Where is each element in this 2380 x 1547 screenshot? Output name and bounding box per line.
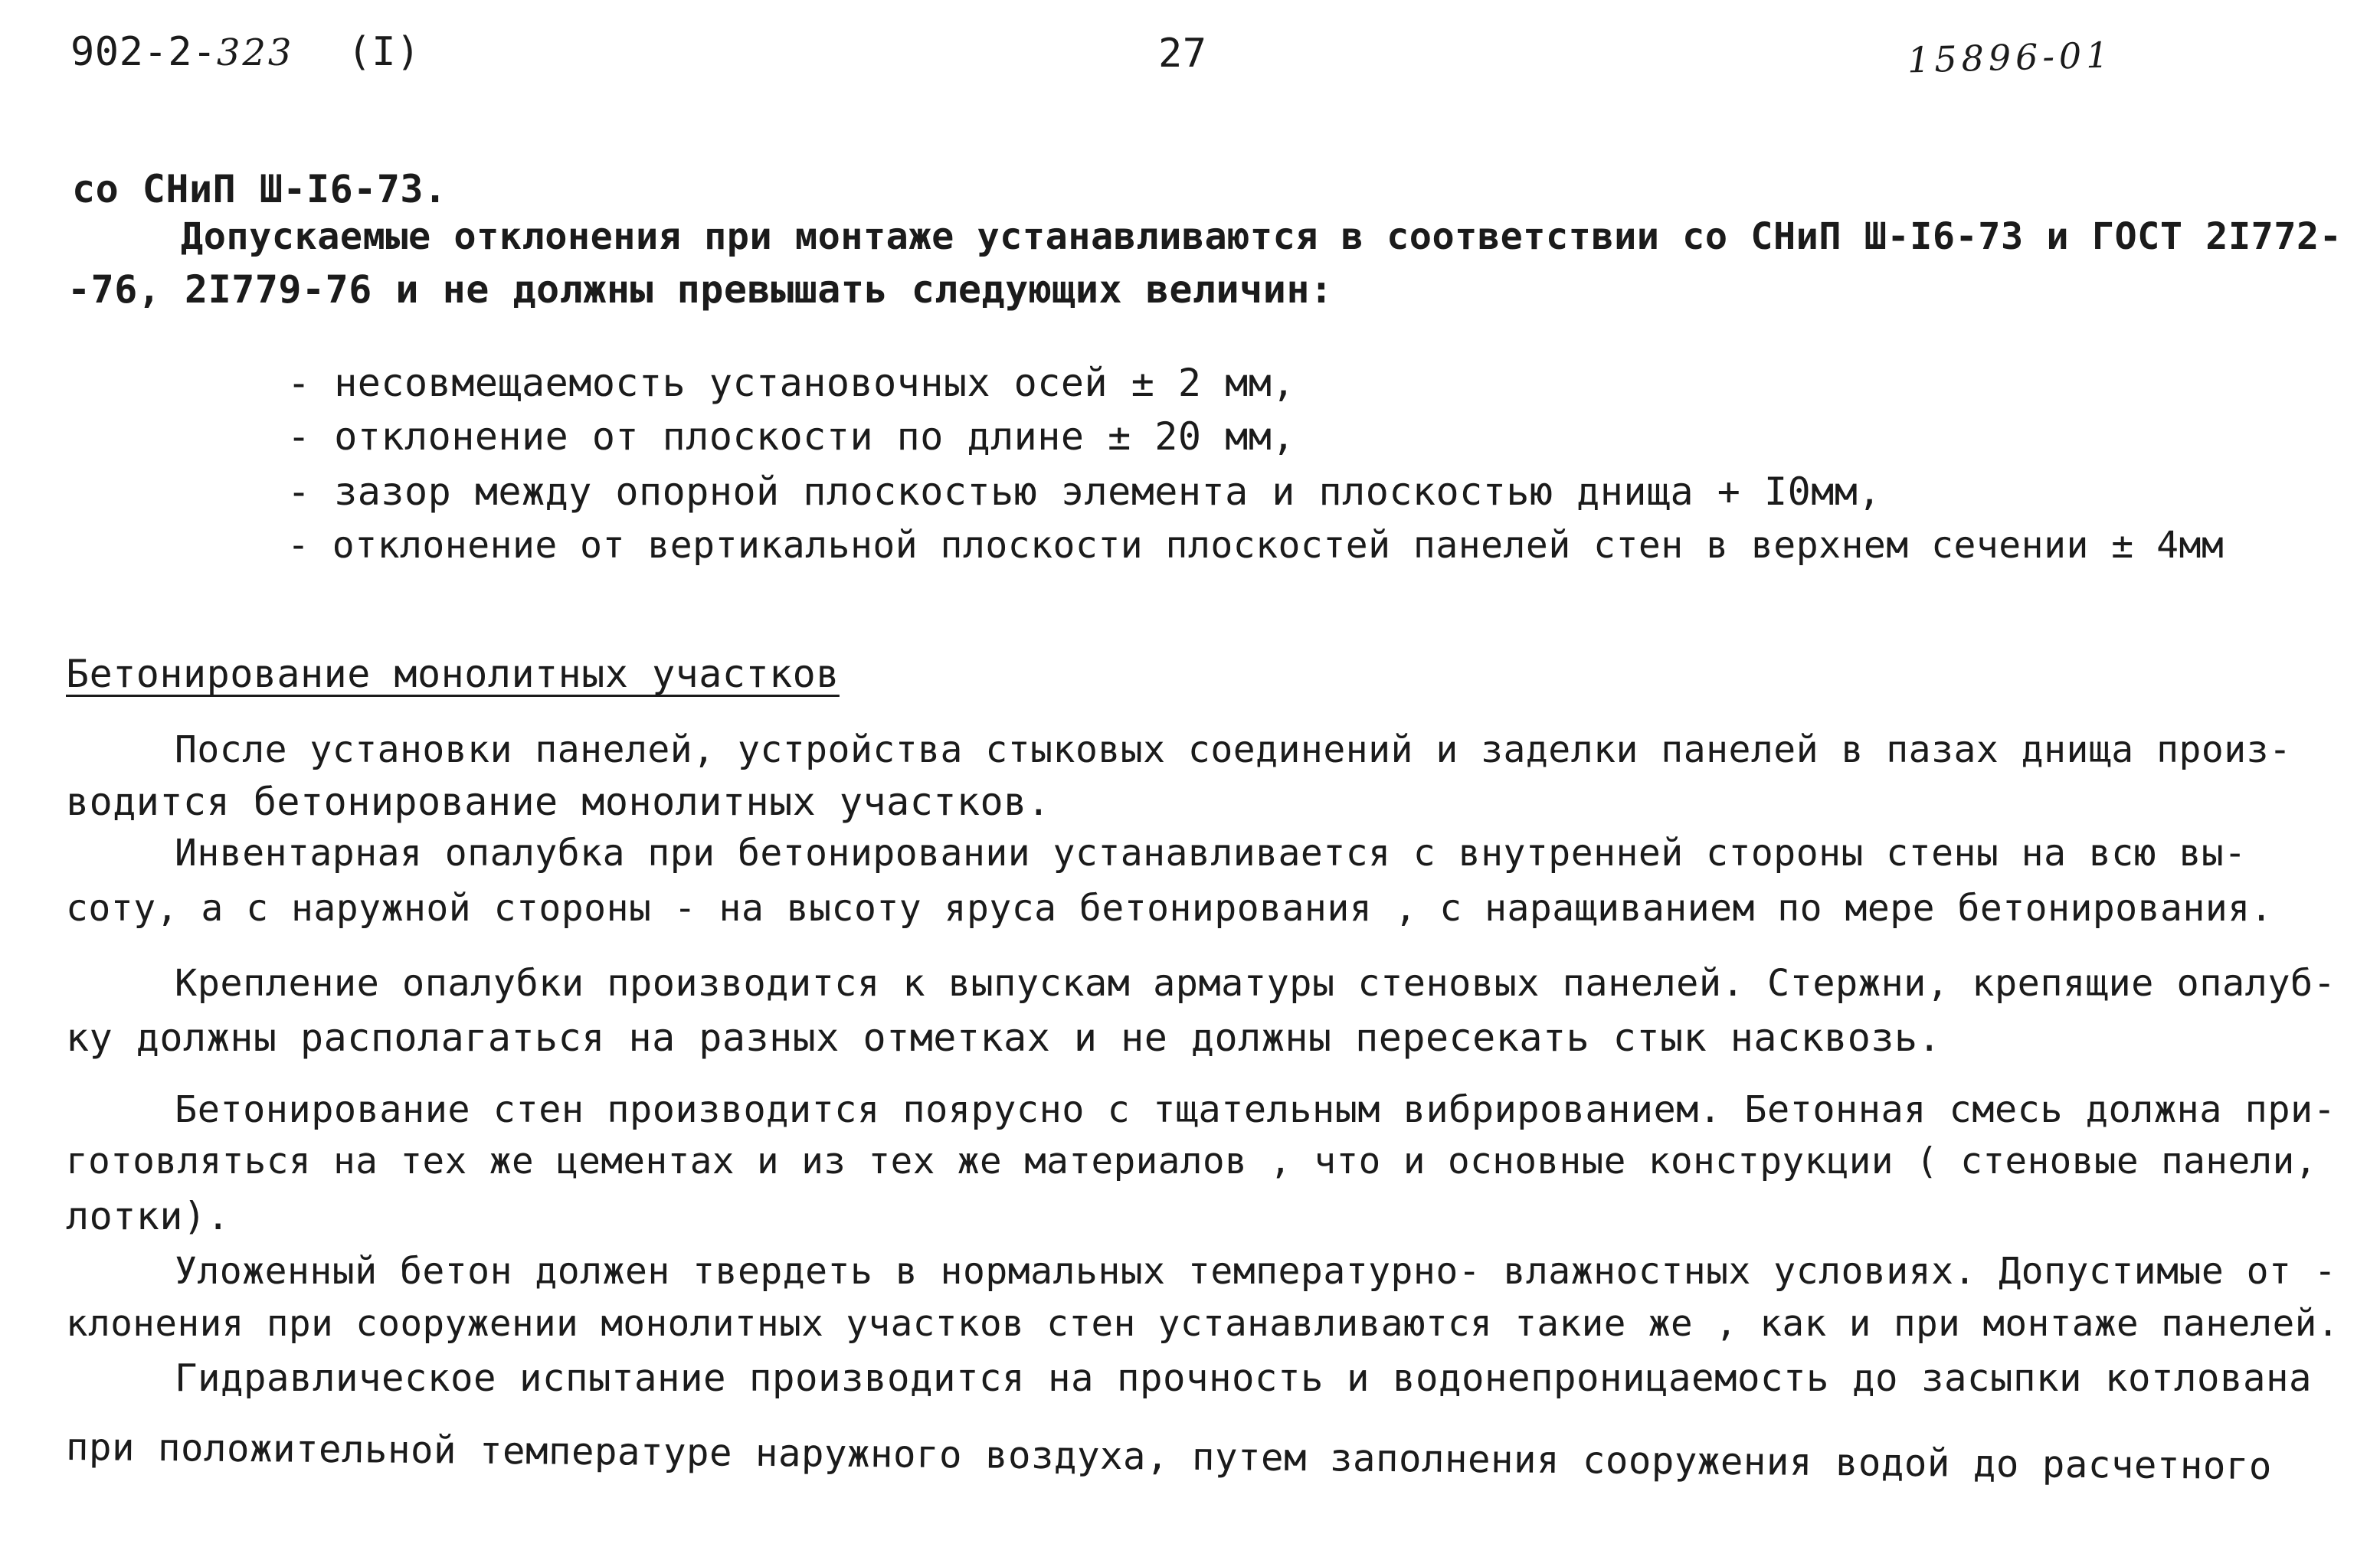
- text-line-3: -76, 2I779-76 и не должны превышать следующих величин:: [67, 267, 1334, 312]
- handwritten-number: 15896-01: [1907, 34, 2114, 81]
- text-line-12: лотки).: [66, 1194, 231, 1238]
- page-number: 27: [1158, 31, 1207, 77]
- document-code: [70, 29, 421, 75]
- text-line-5: водится бетонирование монолитных участков.: [66, 780, 1051, 824]
- text-line-9: ку должны располагаться на разных отметках и не должны пересекать стык насквозь.: [66, 1016, 1942, 1060]
- text-line-13: Уложенный бетон должен твердеть в нормальных температурно- влажностных условиях. Допустимые от -: [175, 1250, 2337, 1293]
- text-line-4: После установки панелей, устройства стыковых соединений и заделки панелей в пазах днища произ-: [175, 728, 2292, 771]
- text-line-7: соту, а с наружной стороны - на высоту яруса бетонирования , с наращиванием по мере бетонирования.: [66, 887, 2274, 930]
- document-code-handwritten: 323: [216, 31, 294, 74]
- document-code-part: (I): [347, 29, 421, 75]
- text-line-15: Гидравлическое испытание производится на прочность и водонепроницаемость до засыпки котлована: [175, 1356, 2313, 1400]
- text-line-8: Крепление опалубки производится к выпускам арматуры стеновых панелей. Стержни, крепящие опалуб-: [175, 962, 2336, 1005]
- text-line-1: со СНиП Ш-I6-73.: [72, 167, 447, 211]
- list-item-3: - зазор между опорной плоскостью элемента и плоскостью днища + I0мм,: [287, 469, 1881, 514]
- section-heading: Бетонирование монолитных участков: [66, 652, 840, 696]
- text-line-10: Бетонирование стен производится поярусно с тщательным вибрированием. Бетонная смесь должна при-: [175, 1088, 2336, 1131]
- text-line-14: клонения при сооружении монолитных участков стен устанавливаются такие же , как и при монтаже панелей.: [66, 1303, 2339, 1345]
- text-line-6: Инвентарная опалубка при бетонировании устанавливается с внутренней стороны стены на всю вы-: [175, 832, 2247, 875]
- list-item-2: - отклонение от плоскости по длине ± 20 мм,: [287, 414, 1295, 459]
- list-item-4: - отклонение от вертикальной плоскости плоскостей панелей стен в верхнем сечении ± 4мм: [287, 524, 2224, 567]
- document-code-prefix: 902-2-: [70, 29, 217, 75]
- text-line-2: Допускаемые отклонения при монтаже устанавливаются в соответствии со СНиП Ш-I6-73 и ГОСТ 2I772-: [181, 215, 2342, 258]
- text-line-11: готовляться на тех же цементах и из тех же материалов , что и основные конструкции ( стеновые панели,: [66, 1140, 2317, 1182]
- text-line-16: при положительной температуре наружного воздуха, путем заполнения сооружения водой до расчетного: [65, 1425, 2273, 1489]
- list-item-1: - несовмещаемость установочных осей ± 2 мм,: [287, 361, 1295, 405]
